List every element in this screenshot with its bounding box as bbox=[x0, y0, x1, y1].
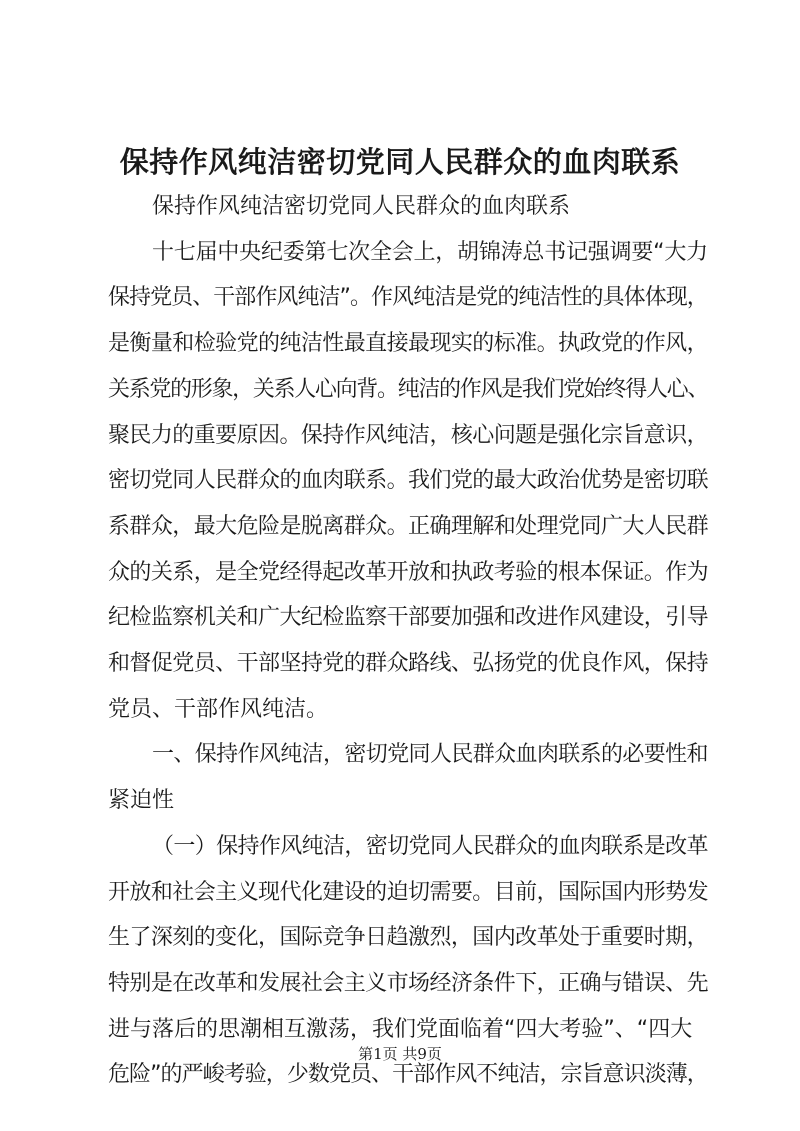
text-line: 众的关系，是全党经得起改革开放和执政考验的根本保证。作为 bbox=[108, 559, 709, 585]
text-line: 密切党同人民群众的血肉联系。我们党的最大政治优势是密切联 bbox=[108, 468, 709, 494]
text-line: 十七届中央纪委第七次全会上，胡锦涛总书记强调要“大力 bbox=[152, 239, 708, 265]
paragraph-intro bbox=[108, 230, 708, 733]
text-line: 关系党的形象，关系人心向背。纯洁的作风是我们党始终得人心、 bbox=[108, 376, 709, 402]
text-line: 危险”的严峻考验，少数党员、干部作风不纯洁，宗旨意识淡薄， bbox=[108, 1062, 708, 1088]
text-line: 纪检监察机关和广大纪检监察干部要加强和改进作风建设，引导 bbox=[108, 605, 709, 631]
text-line: 和督促党员、干部坚持党的群众路线、弘扬党的优良作风，保持 bbox=[108, 651, 709, 677]
text-line: 生了深刻的变化，国际竞争日趋激烈，国内改革处于重要时期， bbox=[108, 925, 709, 951]
document-title: 保持作风纯洁密切党同人民群众的血肉联系 bbox=[119, 145, 681, 179]
paragraph-section-heading bbox=[108, 732, 708, 823]
text-line: 进与落后的思潮相互激荡，我们党面临着“四大考验”、“四大 bbox=[108, 1016, 693, 1042]
document-body bbox=[108, 184, 708, 1098]
text-line: 特别是在改革和发展社会主义市场经济条件下，正确与错误、先 bbox=[108, 970, 709, 996]
text-line: 一、保持作风纯洁，密切党同人民群众血肉联系的必要性和 bbox=[152, 742, 708, 768]
text-line: 党员、干部作风纯洁。 bbox=[108, 696, 329, 722]
text-line: 保持党员、干部作风纯洁”。作风纯洁是党的纯洁性的具体体现， bbox=[108, 285, 708, 311]
page-footer: 第1页 共9页 bbox=[358, 1045, 442, 1063]
text-line: 紧迫性 bbox=[108, 788, 175, 814]
text-line: 聚民力的重要原因。保持作风纯洁，核心问题是强化宗旨意识， bbox=[108, 422, 709, 448]
text-line: 保持作风纯洁密切党同人民群众的血肉联系 bbox=[152, 194, 571, 219]
text-line: 开放和社会主义现代化建设的迫切需要。目前，国际国内形势发 bbox=[108, 879, 709, 905]
paragraph-subtitle bbox=[108, 184, 708, 230]
text-line: 系群众，最大危险是脱离群众。正确理解和处理党同广大人民群 bbox=[108, 513, 709, 539]
text-line: 是衡量和检验党的纯洁性最直接最现实的标准。执政党的作风， bbox=[108, 331, 709, 357]
text-line: （一）保持作风纯洁，密切党同人民群众的血肉联系是改革 bbox=[152, 833, 708, 859]
